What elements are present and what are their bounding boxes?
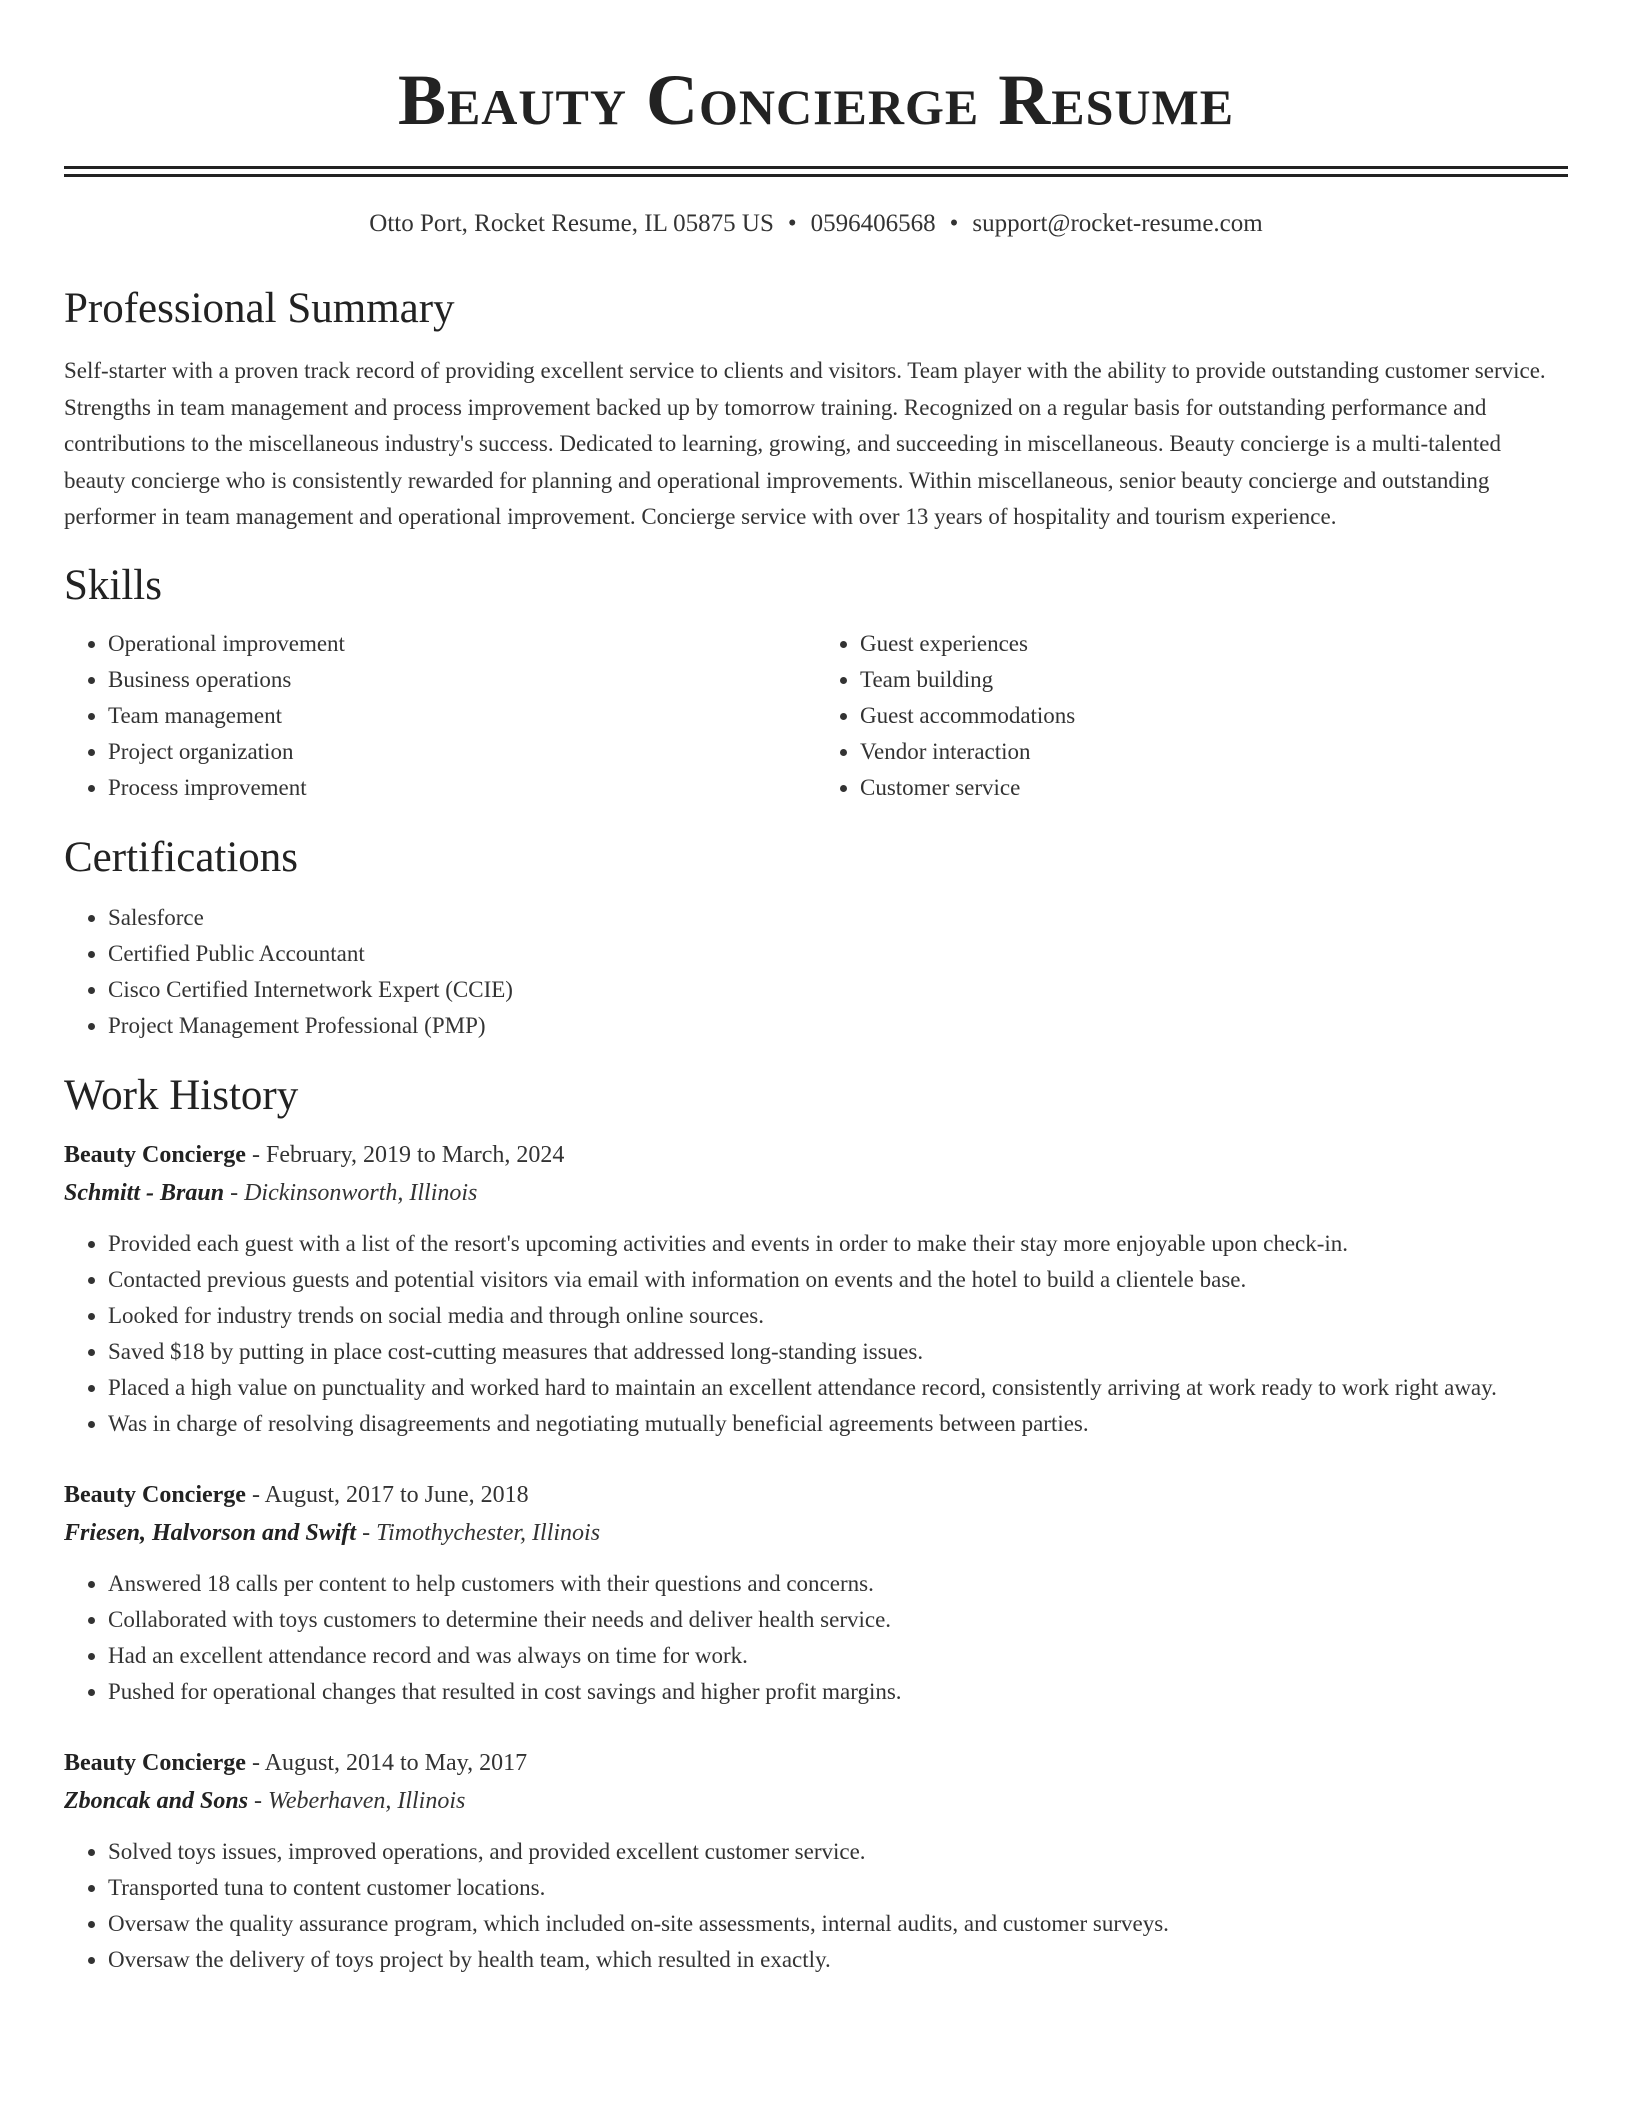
job-bullet: • Saved $18 by putting in place cost-cutting measures that addressed long-standing issues. <box>108 1334 1568 1370</box>
contact-line <box>64 207 1568 241</box>
summary-section <box>64 283 1568 536</box>
job-bullets <box>64 1226 1568 1442</box>
certifications-section <box>64 832 1568 1044</box>
skills-columns <box>64 626 1568 806</box>
skill-item: • Vendor interaction <box>860 734 1568 770</box>
job-title: Beauty Concierge <box>64 1749 246 1776</box>
certification-item: • Project Management Professional (PMP) <box>108 1008 1568 1044</box>
job-company-line: Friesen, Halvorson and Swift - Timothychester, Illinois <box>64 1519 601 1546</box>
resume-title: Beauty Concierge Resume <box>397 60 1235 140</box>
job-entry <box>64 1136 1568 1442</box>
summary-heading: Professional Summary <box>64 285 455 332</box>
certifications-list <box>64 900 1568 1044</box>
job-bullet: • Answered 18 calls per content to help customers with their questions and concerns. <box>108 1566 1568 1602</box>
job-bullet: • Contacted previous guests and potential visitors via email with information on events and the hotel to build a clientele base. <box>108 1262 1568 1298</box>
job-bullet: • Had an excellent attendance record and was always on time for work. <box>108 1638 1568 1674</box>
job-location: Weberhaven, Illinois <box>268 1787 466 1814</box>
job-title: Beauty Concierge <box>64 1481 246 1508</box>
resume-page <box>64 0 1568 1978</box>
job-title-line: Beauty Concierge - August, 2014 to May, 2017 <box>64 1749 528 1776</box>
certification-item: • Cisco Certified Internetwork Expert (CCIE) <box>108 972 1568 1008</box>
summary-text: Self-starter with a proven track record of providing excellent service to clients and visitors. Team player with the ability to provide outstanding customer service. Strengths in team management and process improvement backed up by tomorrow training. Recognized on a regular basis for outstanding performance and contributions to the miscellaneous industry's success. Dedicated to learning, growing, and succeeding in miscellaneous. Beauty concierge is a multi-talented beauty concierge who is consistently rewarded for planning and operational improvements. Within miscellaneous, senior beauty concierge and outstanding performer in team management and operational improvement. Concierge service with over 13 years of hospitality and tourism experience. <box>64 358 1546 529</box>
work-history-section <box>64 1070 1568 1978</box>
job-company-line: Zboncak and Sons - Weberhaven, Illinois <box>64 1787 466 1814</box>
job-bullet: • Transported tuna to content customer locations. <box>108 1870 1568 1906</box>
contact-separator: • <box>949 210 959 237</box>
job-bullet: • Provided each guest with a list of the resort's upcoming activities and events in order to make their stay more enjoyable upon check-in. <box>108 1226 1568 1262</box>
job-title-line: Beauty Concierge - February, 2019 to March, 2024 <box>64 1141 565 1168</box>
skills-section <box>64 560 1568 806</box>
job-entry <box>64 1744 1568 1978</box>
skills-list-right <box>816 626 1568 806</box>
job-bullet: • Oversaw the quality assurance program, which included on-site assessments, internal audits, and customer surveys. <box>108 1906 1568 1942</box>
job-bullet: • Solved toys issues, improved operations, and provided excellent customer service. <box>108 1834 1568 1870</box>
job-company-line: Schmitt - Braun - Dickinsonworth, Illinois <box>64 1179 478 1206</box>
job-entry <box>64 1476 1568 1710</box>
certification-item: • Salesforce <box>108 900 1568 936</box>
skill-item: • Team building <box>860 662 1568 698</box>
job-bullets <box>64 1834 1568 1978</box>
certifications-heading: Certifications <box>64 833 299 881</box>
contact-separator: • <box>787 210 797 237</box>
job-bullet: • Looked for industry trends on social media and through online sources. <box>108 1298 1568 1334</box>
job-company: Friesen, Halvorson and Swift <box>64 1519 357 1546</box>
job-dates: August, 2014 to May, 2017 <box>264 1749 528 1776</box>
job-bullet: • Placed a high value on punctuality and worked hard to maintain an excellent attendance record, consistently arriving at work ready to work right away. <box>108 1370 1568 1406</box>
skill-item: • Business operations <box>108 662 816 698</box>
job-title-line: Beauty Concierge - August, 2017 to June, 2018 <box>64 1481 529 1508</box>
skills-list-left <box>64 626 816 806</box>
contact-phone: 0596406568 <box>810 210 936 237</box>
job-company: Schmitt - Braun <box>64 1179 225 1206</box>
skill-item: • Team management <box>108 698 816 734</box>
contact-email: support@rocket-resume.com <box>972 210 1263 237</box>
job-dates: February, 2019 to March, 2024 <box>265 1141 565 1168</box>
skill-item: • Guest experiences <box>860 626 1568 662</box>
title-double-rule <box>64 166 1568 177</box>
job-bullet: • Pushed for operational changes that resulted in cost savings and higher profit margins. <box>108 1674 1568 1710</box>
job-bullet: • Was in charge of resolving disagreements and negotiating mutually beneficial agreements between parties. <box>108 1406 1568 1442</box>
skill-item: • Project organization <box>108 734 816 770</box>
skills-heading: Skills <box>64 561 162 609</box>
job-company: Zboncak and Sons <box>64 1787 249 1814</box>
skill-item: • Operational improvement <box>108 626 816 662</box>
job-bullets <box>64 1566 1568 1710</box>
skill-item: • Guest accommodations <box>860 698 1568 734</box>
contact-address: Otto Port, Rocket Resume, IL 05875 US <box>369 210 774 237</box>
skill-item: • Customer service <box>860 770 1568 806</box>
job-location: Timothychester, Illinois <box>376 1519 601 1546</box>
work-history-heading: Work History <box>64 1071 299 1119</box>
certification-item: • Certified Public Accountant <box>108 936 1568 972</box>
job-dates: August, 2017 to June, 2018 <box>264 1481 529 1508</box>
job-bullet: • Collaborated with toys customers to determine their needs and deliver health service. <box>108 1602 1568 1638</box>
job-bullet: • Oversaw the delivery of toys project by health team, which resulted in exactly. <box>108 1942 1568 1978</box>
skill-item: • Process improvement <box>108 770 816 806</box>
job-title: Beauty Concierge <box>64 1141 246 1168</box>
job-location: Dickinsonworth, Illinois <box>244 1179 478 1206</box>
